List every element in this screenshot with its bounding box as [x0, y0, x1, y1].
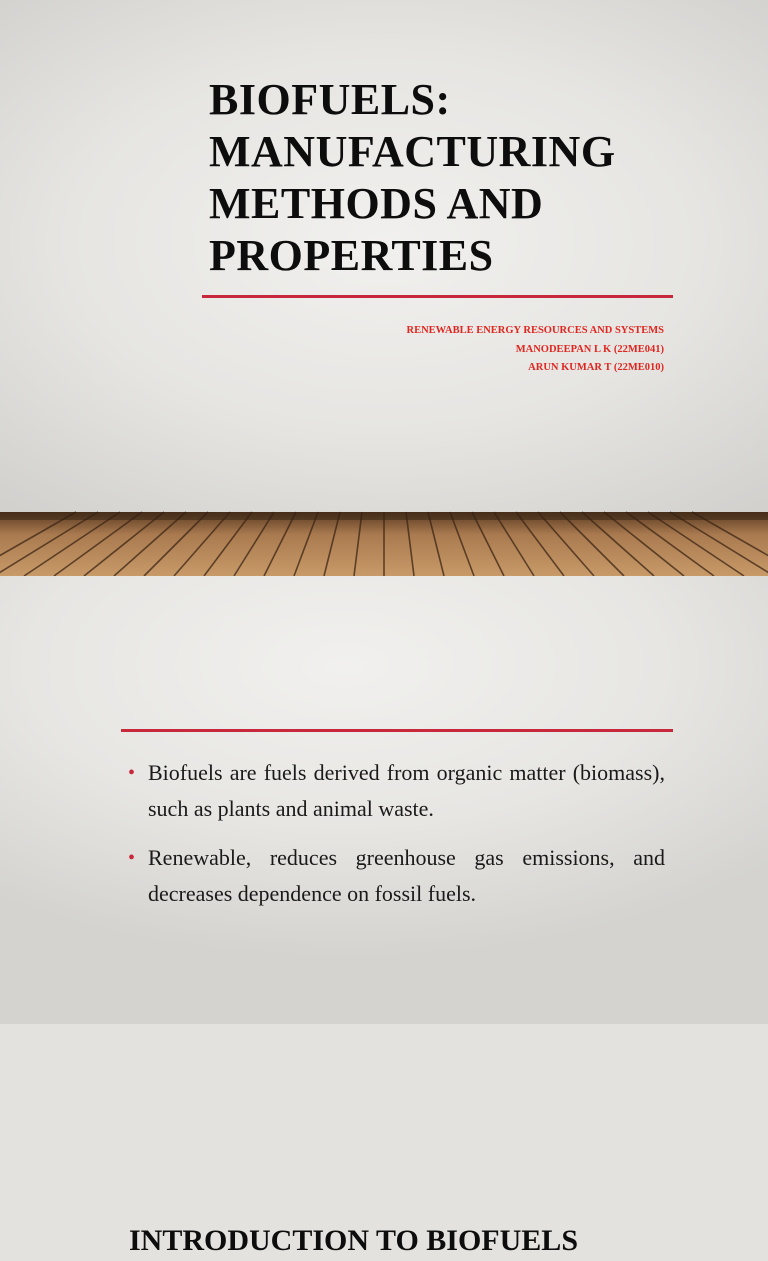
- slide-title-heading: BIOFUELS: MANUFACTURING METHODS AND PROPERTIES: [209, 75, 616, 280]
- list-item: [128, 755, 665, 827]
- subtitle-block: [406, 322, 664, 378]
- wood-floor-image: [0, 512, 768, 576]
- list-item: [128, 840, 665, 912]
- bullet-text: Biofuels are fuels derived from organic matter (biomass), such as plants and animal waste.: [148, 760, 665, 821]
- bullet-icon: •: [128, 762, 136, 784]
- slide-introduction: [0, 576, 768, 1257]
- title-divider: [202, 295, 673, 298]
- section-heading: INTRODUCTION TO BIOFUELS: [129, 1224, 579, 1257]
- author-1: MANODEEPAN L K (22ME041): [515, 343, 664, 355]
- slide-title: [0, 0, 768, 576]
- bullet-text: Renewable, reduces greenhouse gas emissions, and decreases dependence on fossil fuels.: [148, 845, 665, 906]
- heading-divider: [121, 729, 673, 732]
- author-2: ARUN KUMAR T (22ME010): [528, 362, 664, 373]
- course-name: RENEWABLE ENERGY RESOURCES AND SYSTEMS: [406, 325, 664, 336]
- bullet-list: [128, 755, 665, 925]
- bullet-icon: •: [128, 847, 136, 869]
